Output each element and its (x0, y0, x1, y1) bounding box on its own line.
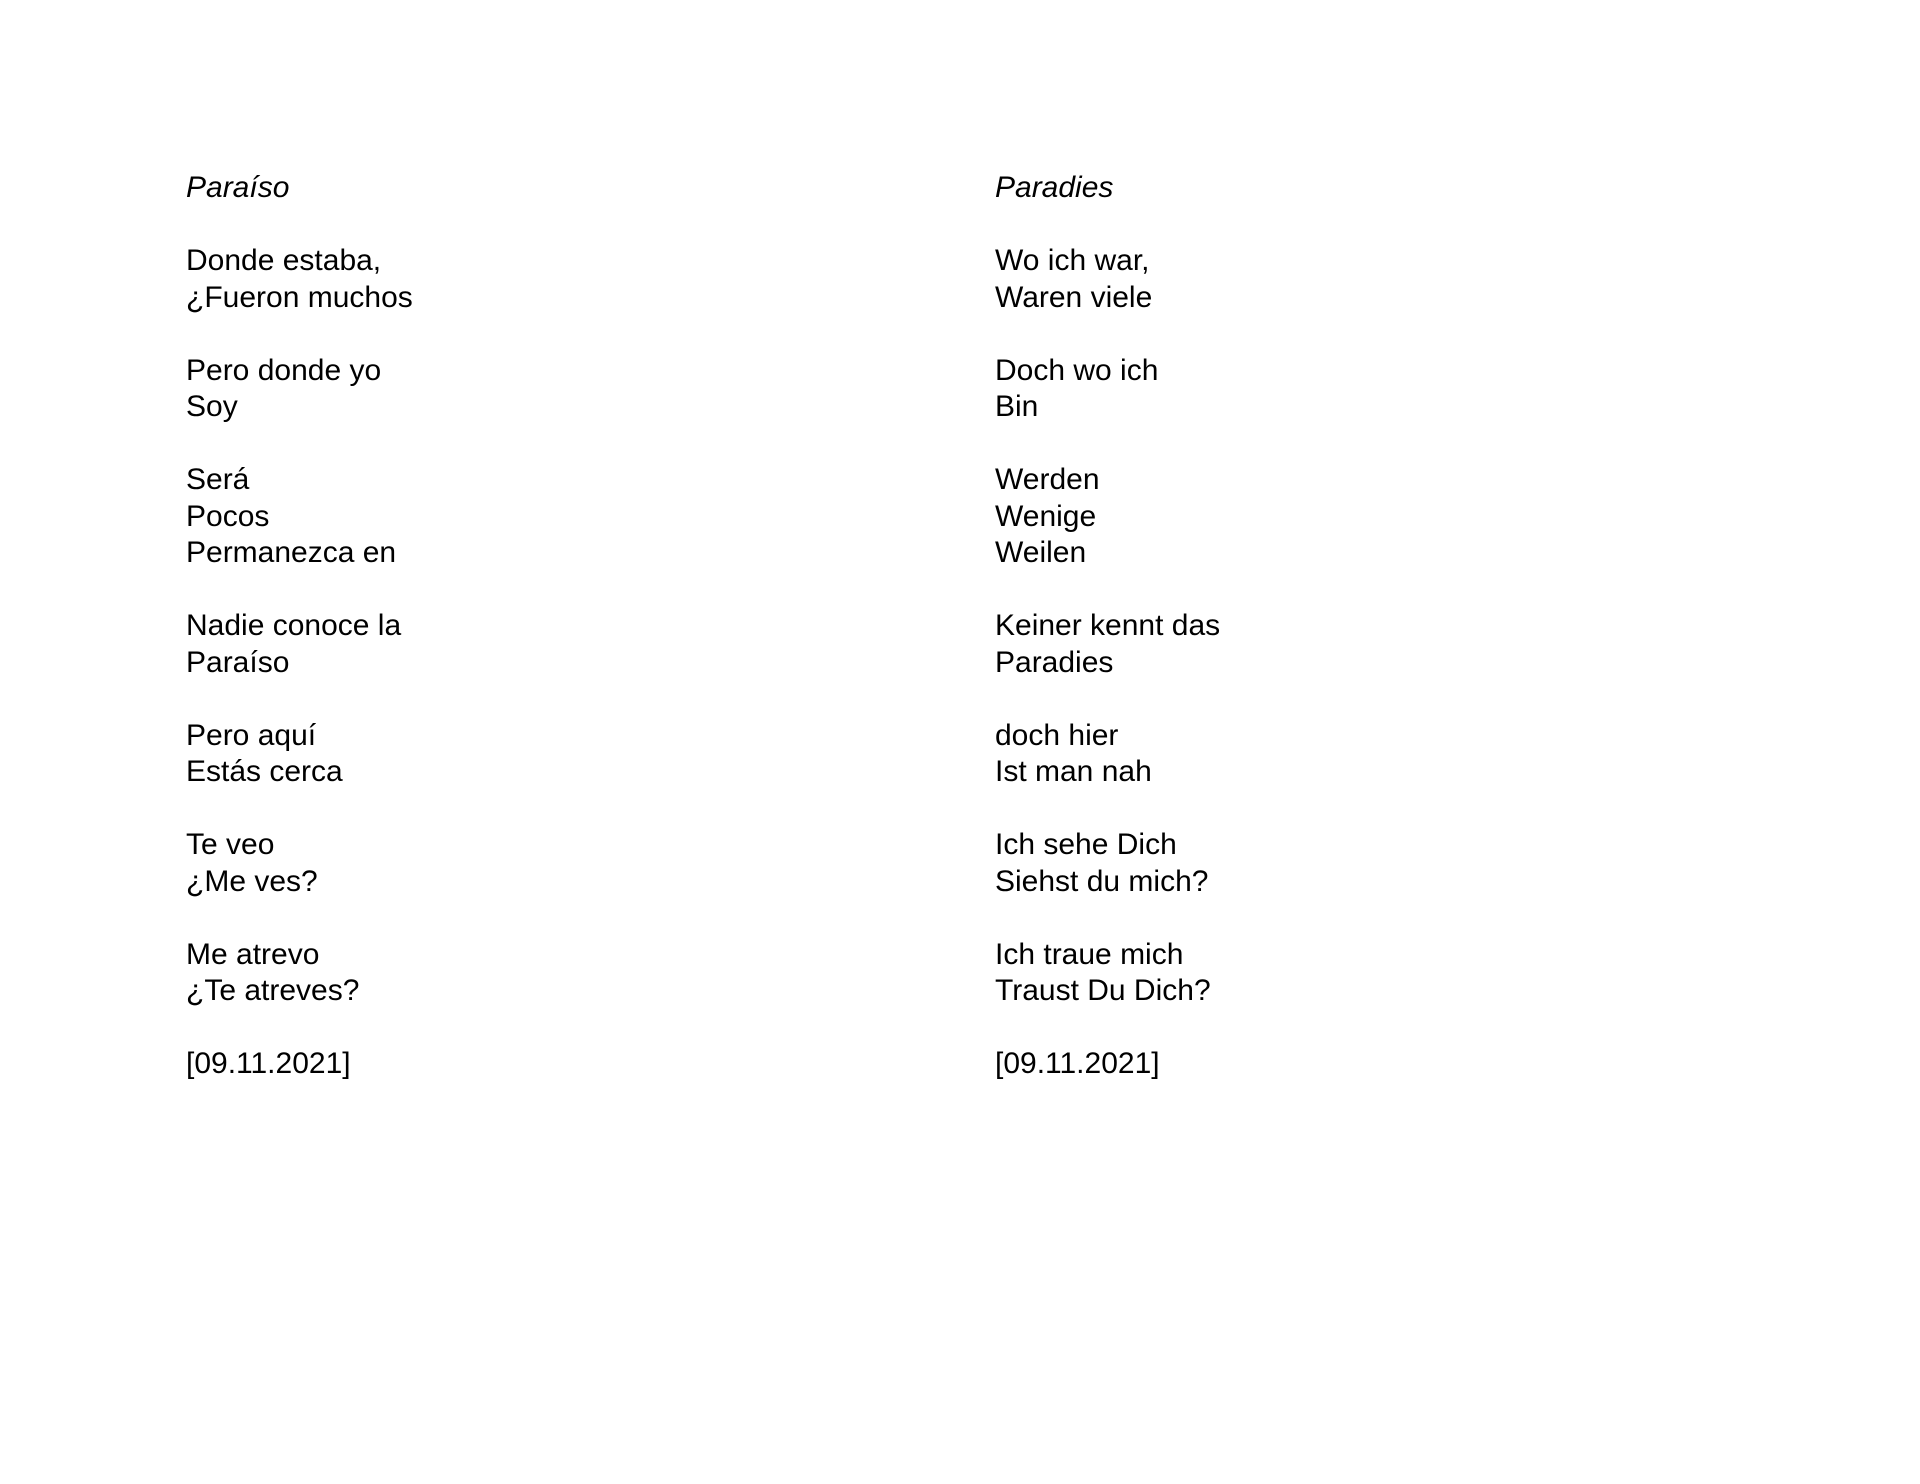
poem-line: ¿Te atreves? (186, 974, 360, 1007)
stanza-break (186, 316, 886, 353)
poem-line: Ich sehe Dich (995, 828, 1177, 861)
poem-line: Ist man nah (995, 755, 1152, 788)
poem-line: Bin (995, 390, 1039, 423)
stanza-break (186, 207, 886, 244)
poem-line: Werden (995, 463, 1100, 496)
poem-line: Traust Du Dich? (995, 974, 1211, 1007)
poem-line: Pero donde yo (186, 353, 382, 387)
stanza-break (995, 426, 1695, 463)
stanza-break (995, 316, 1695, 353)
poem-line: ¿Fueron muchos (186, 280, 413, 314)
stanza-7 (186, 937, 886, 1010)
poem-line: Pocos (186, 499, 270, 533)
stanza-break (995, 207, 1695, 244)
poem-line: Será (186, 463, 250, 496)
poem-line: Te veo (186, 828, 275, 861)
stanza-3 (995, 462, 1695, 572)
poem-line: Wo ich war, (995, 244, 1150, 277)
poem-line: ¿Me ves? (186, 864, 318, 898)
stanza-4 (995, 608, 1695, 681)
poem-line: Estás cerca (186, 755, 343, 788)
stanza-break (995, 572, 1695, 609)
poem-line: Keiner kennt das (995, 609, 1221, 642)
spanish-poem (186, 170, 886, 1083)
stanza-break (186, 426, 886, 463)
stanza-break (995, 681, 1695, 718)
stanza-3 (186, 462, 886, 572)
stanza-2 (186, 353, 886, 426)
poem-line: Me atrevo (186, 937, 320, 971)
stanza-break (995, 791, 1695, 828)
german-poem (995, 170, 1695, 1083)
stanza-5 (186, 718, 886, 791)
poem-date: [09.11.2021] (995, 1047, 1160, 1080)
stanza-1 (995, 243, 1695, 316)
poem-line: Ich traue mich (995, 937, 1184, 971)
poem-line: Pero aquí (186, 718, 317, 752)
poem-line: Donde estaba, (186, 244, 382, 277)
poem-title: Paraíso (186, 171, 290, 204)
stanza-4 (186, 608, 886, 681)
stanza-break (995, 1010, 1695, 1047)
stanza-break (186, 791, 886, 828)
poem-line: Weilen (995, 536, 1087, 569)
poem-line: Soy (186, 390, 238, 423)
stanza-5 (995, 718, 1695, 791)
stanza-6 (186, 827, 886, 900)
poem-date: [09.11.2021] (186, 1047, 351, 1080)
poem-line: Permanezca en (186, 536, 397, 569)
poem-line: Wenige (995, 499, 1097, 533)
stanza-7 (995, 937, 1695, 1010)
poem-line: Siehst du mich? (995, 864, 1209, 898)
poem-title: Paradies (995, 171, 1114, 204)
stanza-break (186, 1010, 886, 1047)
poem-line: Paradies (995, 645, 1114, 679)
stanza-2 (995, 353, 1695, 426)
stanza-6 (995, 827, 1695, 900)
poem-line: doch hier (995, 718, 1119, 752)
stanza-break (186, 681, 886, 718)
stanza-break (186, 900, 886, 937)
poem-line: Waren viele (995, 280, 1153, 314)
stanza-break (995, 900, 1695, 937)
stanza-1 (186, 243, 886, 316)
poem-line: Nadie conoce la (186, 609, 402, 642)
stanza-break (186, 572, 886, 609)
poem-line: Doch wo ich (995, 353, 1159, 387)
poem-line: Paraíso (186, 645, 290, 679)
